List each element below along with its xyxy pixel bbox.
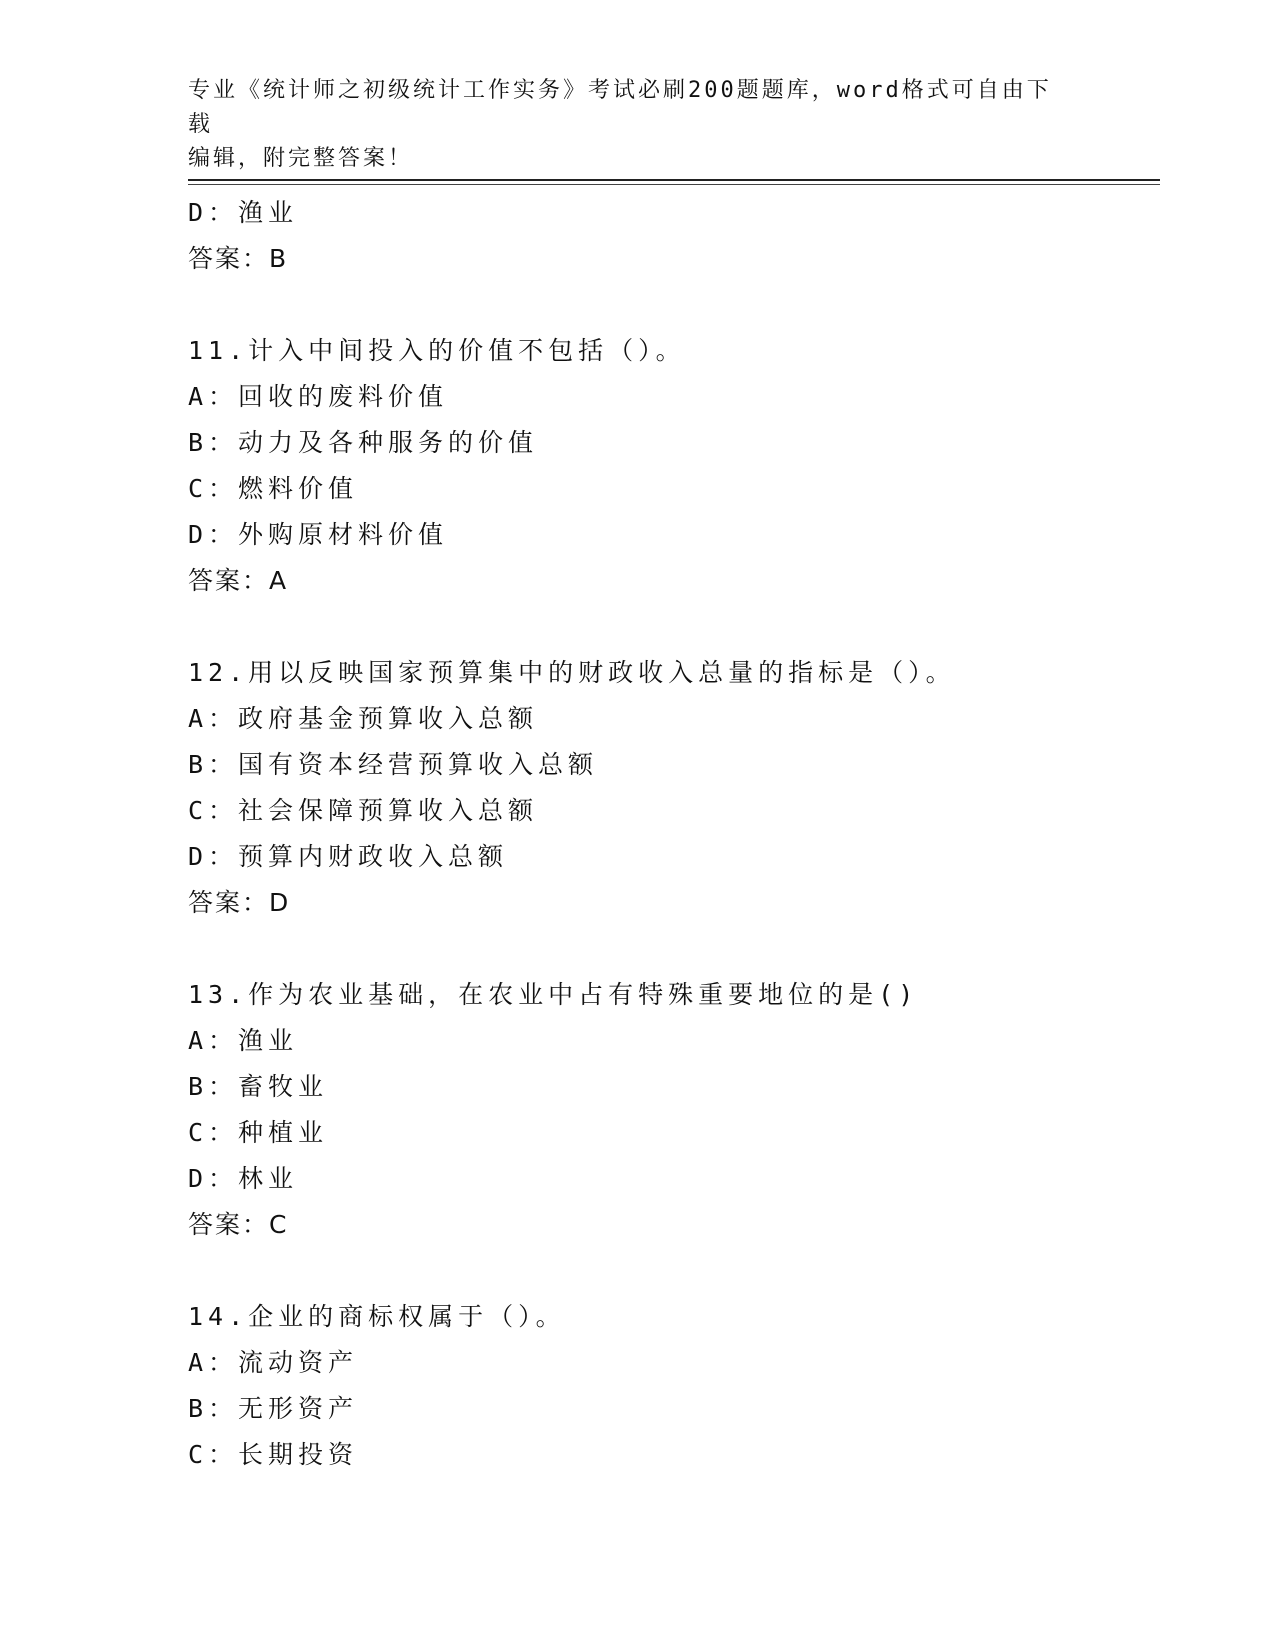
answer: 答案：A <box>188 566 289 595</box>
option-b: B：国有资本经营预算收入总额 <box>188 750 599 779</box>
option-a: A：回收的废料价值 <box>188 382 449 411</box>
question-stem: 11.计入中间投入的价值不包括（）。 <box>188 336 686 365</box>
option-a: A：政府基金预算收入总额 <box>188 704 539 733</box>
answer: 答案：C <box>188 1210 289 1239</box>
option-d: D：林业 <box>188 1164 299 1193</box>
option-d: D：预算内财政收入总额 <box>188 842 509 871</box>
question-stem: 14.企业的商标权属于（）。 <box>188 1302 566 1331</box>
question-13 <box>188 972 1160 1248</box>
option-a: A：流动资产 <box>188 1348 359 1377</box>
question-list <box>188 190 1160 1478</box>
document-header <box>188 74 1068 176</box>
header-line-1: 专业《统计师之初级统计工作实务》考试必刷200题题库，word格式可自由下载 <box>188 78 1052 137</box>
question-12 <box>188 650 1160 926</box>
option-b: B：畜牧业 <box>188 1072 329 1101</box>
option-a: A：渔业 <box>188 1026 299 1055</box>
question-14 <box>188 1294 1160 1478</box>
option-c: C：燃料价值 <box>188 474 359 503</box>
option-b: B：动力及各种服务的价值 <box>188 428 539 457</box>
question-stem: 12.用以反映国家预算集中的财政收入总量的指标是（）。 <box>188 658 956 687</box>
question-stem: 13.作为农业基础，在农业中占有特殊重要地位的是() <box>188 980 919 1009</box>
question-11 <box>188 328 1160 604</box>
answer: 答案：D <box>188 888 291 917</box>
header-divider-thin <box>188 184 1160 185</box>
header-line-2: 编辑，附完整答案！ <box>188 146 414 171</box>
option-c: C：长期投资 <box>188 1440 359 1469</box>
question-10-tail <box>188 190 1160 282</box>
option-d: D：外购原材料价值 <box>188 520 449 549</box>
option-c: C：种植业 <box>188 1118 329 1147</box>
option-b: B：无形资产 <box>188 1394 359 1423</box>
answer: 答案：B <box>188 244 289 273</box>
option-d: D：渔业 <box>188 198 299 227</box>
option-c: C：社会保障预算收入总额 <box>188 796 539 825</box>
header-divider <box>188 179 1160 181</box>
